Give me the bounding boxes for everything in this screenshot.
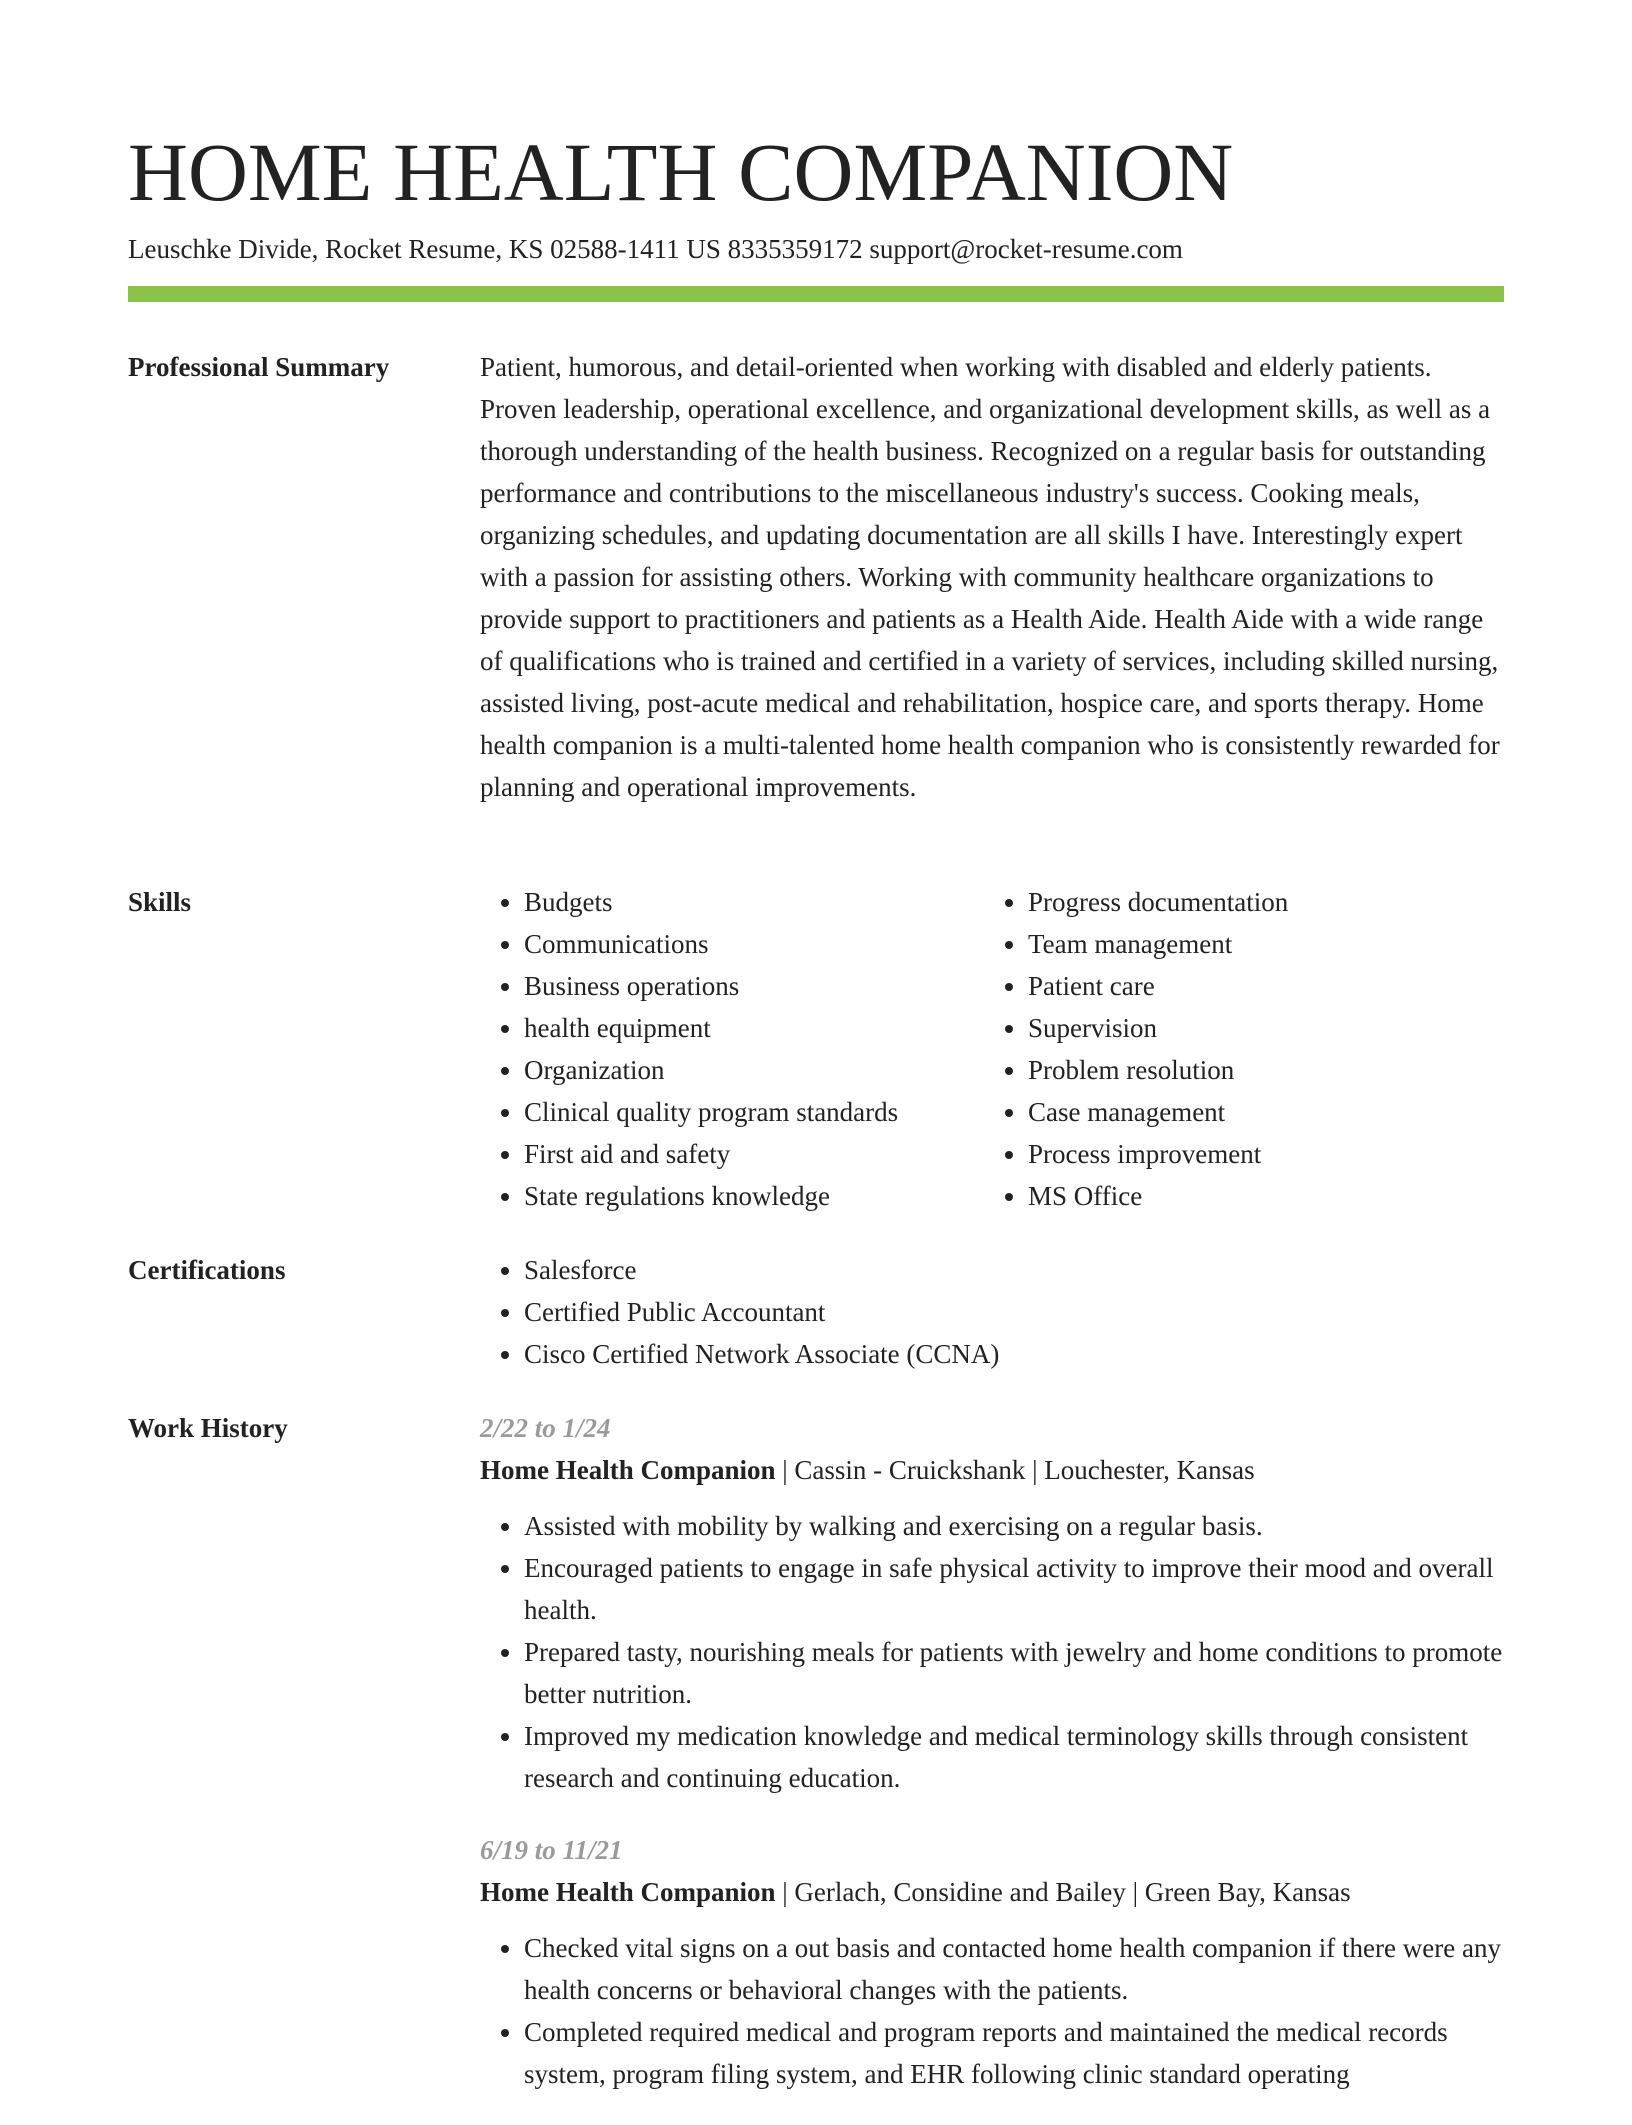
job-bullet: • Assisted with mobility by walking and exercising on a regular basis. (524, 1505, 1504, 1547)
skills-column-left (480, 881, 984, 1217)
skill-item: • Problem resolution (1028, 1049, 1488, 1091)
job-bullets (480, 1505, 1504, 1799)
skill-item: • State regulations knowledge (524, 1175, 984, 1217)
skill-item: • Clinical quality program standards (524, 1091, 984, 1133)
certifications-list (480, 1249, 1504, 1375)
certification-item: • Certified Public Accountant (524, 1291, 1504, 1333)
skills-list-left (480, 881, 984, 1217)
summary-label: Professional Summary (128, 352, 390, 382)
skill-item: • Supervision (1028, 1007, 1488, 1049)
certifications-body (480, 1249, 1504, 1375)
job-bullet: • Checked vital signs on a out basis and contacted home health companion if there were any health concerns or behavioral changes with the patients. (524, 1927, 1504, 2011)
skill-item: • Organization (524, 1049, 984, 1091)
contact-line: Leuschke Divide, Rocket Resume, KS 02588-1411 US 8335359172 support@rocket-resume.com (128, 234, 1183, 264)
job-bullet: • Completed required medical and program reports and maintained the medical records system, program filing system, and EHR following clinic standard operating (524, 2011, 1504, 2095)
job-title: Home Health Companion (480, 1877, 776, 1907)
skill-item: • Team management (1028, 923, 1488, 965)
work-history-body (480, 1407, 1504, 2125)
job-dates: 6/19 to 11/21 (480, 1835, 623, 1865)
resume-name: HOME HEALTH COMPANION (128, 126, 1234, 218)
job-employer-location: | Gerlach, Considine and Bailey | Green Bay, Kansas (775, 1877, 1351, 1907)
skill-item: • Progress documentation (1028, 881, 1488, 923)
job-dates: 2/22 to 1/24 (480, 1413, 611, 1443)
skill-item: • MS Office (1028, 1175, 1488, 1217)
job-bullet: • Encouraged patients to engage in safe physical activity to improve their mood and overall health. (524, 1547, 1504, 1631)
skill-item: • Business operations (524, 965, 984, 1007)
skills-list-right (984, 881, 1488, 1217)
skill-item: • Case management (1028, 1091, 1488, 1133)
summary-body (480, 346, 1504, 808)
certification-item: • Salesforce (524, 1249, 1504, 1291)
work-history-label: Work History (128, 1413, 288, 1443)
job-title-line (480, 1449, 1504, 1491)
job-title: Home Health Companion (480, 1455, 776, 1485)
skill-item: • Patient care (1028, 965, 1488, 1007)
job-title-line (480, 1871, 1504, 1913)
skills-label: Skills (128, 887, 192, 917)
summary-text: Patient, humorous, and detail-oriented when working with disabled and elderly patients. Proven leadership, operational excellence, and organizational development skills, as well as a thorough understanding of the health business. Recognized on a regular basis for outstanding performance and contributions to the miscellaneous industry's success. Cooking meals, organizing schedules, and updating documentation are all skills I have. Interestingly expert with a passion for assisting others. Working with community healthcare organizations to provide support to practitioners and patients as a Health Aide. Health Aide with a wide range of qualifications who is trained and certified in a variety of services, including skilled nursing, assisted living, post-acute medical and rehabilitation, hospice care, and sports therapy. Home health companion is a multi-talented home health companion who is consistently rewarded for planning and operational improvements. (480, 352, 1500, 802)
skill-item: • Process improvement (1028, 1133, 1488, 1175)
job-entry (480, 1829, 1504, 2095)
job-bullet: • Prepared tasty, nourishing meals for patients with jewelry and home conditions to promote better nutrition. (524, 1631, 1504, 1715)
job-bullets (480, 1927, 1504, 2095)
skill-item: • Communications (524, 923, 984, 965)
skills-column-right (984, 881, 1488, 1217)
certifications-label: Certifications (128, 1255, 286, 1285)
skill-item: • Budgets (524, 881, 984, 923)
skill-item: • First aid and safety (524, 1133, 984, 1175)
header-divider (128, 286, 1504, 302)
skills-body (480, 881, 1504, 1217)
skill-item: • health equipment (524, 1007, 984, 1049)
job-entry (480, 1407, 1504, 1799)
job-bullet: • Improved my medication knowledge and medical terminology skills through consistent research and continuing education. (524, 1715, 1504, 1799)
job-employer-location: | Cassin - Cruickshank | Louchester, Kansas (775, 1455, 1255, 1485)
certification-item: • Cisco Certified Network Associate (CCNA) (524, 1333, 1504, 1375)
